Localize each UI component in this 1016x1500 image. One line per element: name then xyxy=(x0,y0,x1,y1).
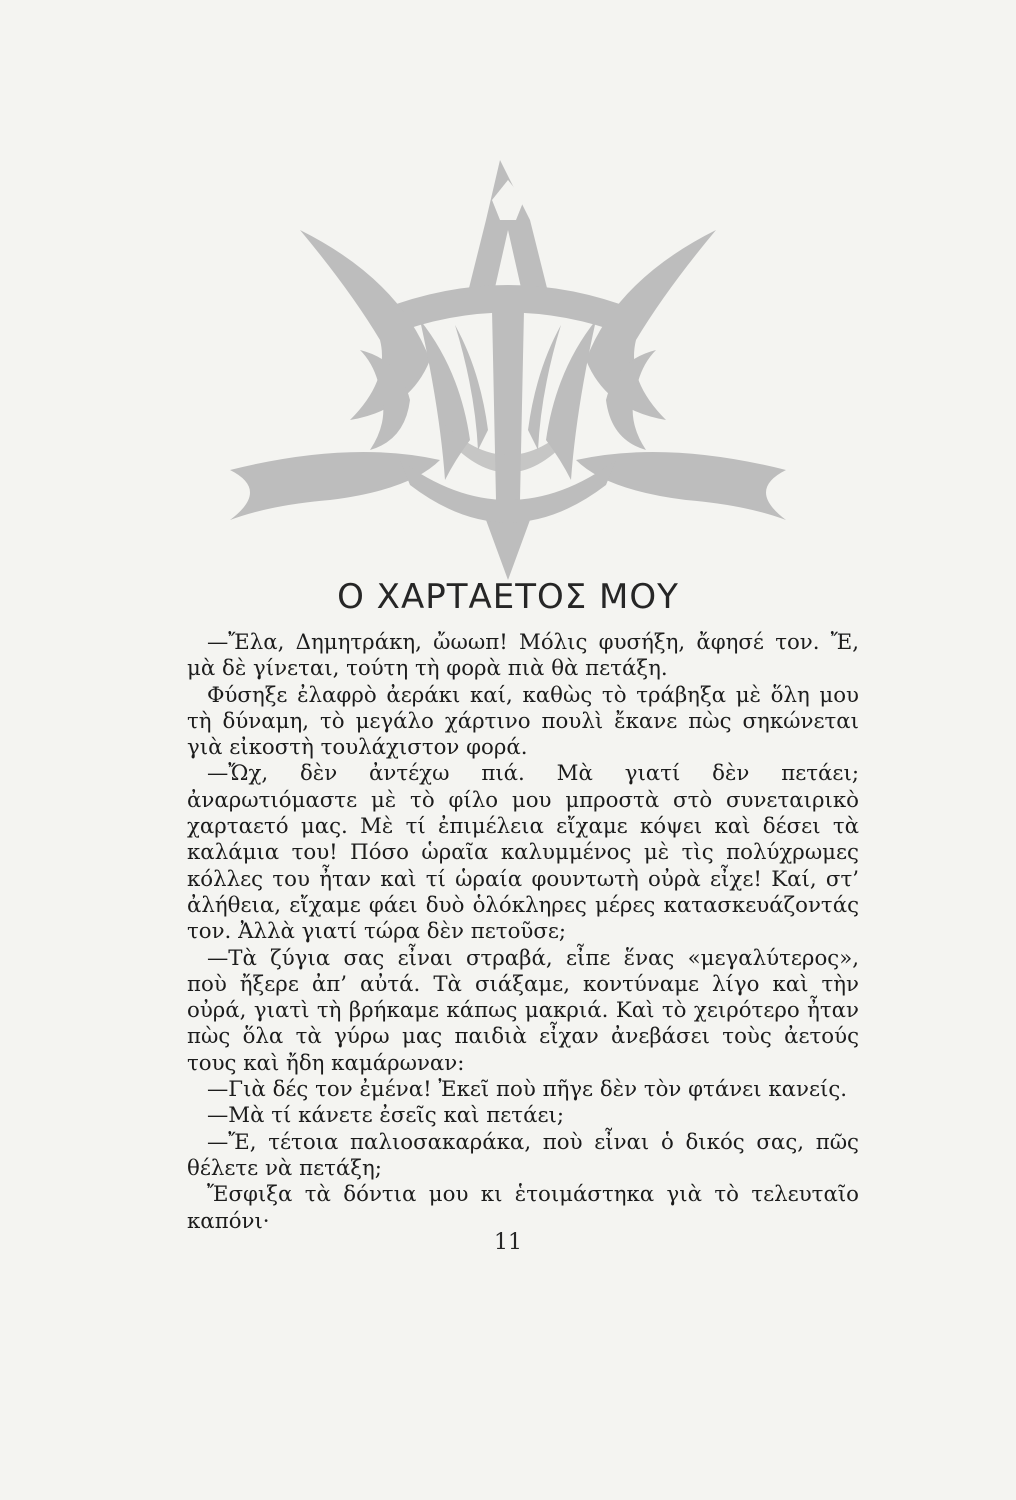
page-number: 11 xyxy=(494,1230,522,1255)
paragraph: Φύσηξε ἐλαφρὸ ἀεράκι καί, καθὼς τὸ τράβηξα μὲ ὅλη μου τὴ δύναμη, τὸ μεγάλο χάρτινο πουλὶ ἔκανε πὼς σηκώνεται γιὰ εἰκοστὴ τουλάχιστον φορά. xyxy=(187,682,859,761)
paragraph: —Τὰ ζύγια σας εἶναι στραβά, εἶπε ἕνας «μεγαλύτερος», ποὺ ἤξερε ἀπ’ αὐτά. Τὰ σιάξαμε, κοντύναμε λίγο καὶ τὴν οὐρά, γιατὶ τὴ βρήκαμε κάπως μακριά. Καὶ τὸ χειρότερο ἦταν πὼς ὅλα τὰ γύρω μας παιδιὰ εἶχαν ἀνεβάσει τοὺς ἀετούς τους καὶ ἤδη καμάρωναν: xyxy=(187,945,859,1076)
paragraph: —Ἔ, τέτοια παλιοσακαράκα, ποὺ εἶναι ὁ δικός σας, πῶς θέλετε νὰ πετάξη; xyxy=(187,1129,859,1181)
paragraph: Ἔσφιξα τὰ δόντια μου κι ἑτοιμάστηκα γιὰ τὸ τελευταῖο καπόνι· xyxy=(187,1182,859,1234)
chapter-body xyxy=(187,630,859,1235)
paragraph: —Γιὰ δές τον ἐμένα! Ἐκεῖ ποὺ πῆγε δὲν τὸν φτάνει κανείς. xyxy=(207,1077,848,1103)
chapter-title: Ο ΧΑΡΤΑΕΤΟΣ ΜΟΥ xyxy=(337,577,679,617)
decorative-floral-ornament-icon xyxy=(230,160,786,580)
paragraph: —Ὤχ, δὲν ἀντέχω πιά. Μὰ γιατί δὲν πετάει; ἀναρωτιόμαστε μὲ τὸ φίλο μου μπροστὰ στὸ συνεταιρικὸ χαρταετό μας. Μὲ τί ἐπιμέλεια εἴχαμε κόψει καὶ δέσει τὰ καλάμια του! Πόσο ὡραῖα καλυμμένος μὲ τὶς πολύχρωμες κόλλες του ἦταν καὶ τί ὡραία φουντωτὴ οὐρὰ εἶχε! Καί, στ’ ἀλήθεια, εἴχαμε φάει δυὸ ὁλόκληρες μέρες κατασκευάζοντάς τον. Ἀλλὰ γιατί τώρα δὲν πετοῦσε; xyxy=(187,761,859,945)
paragraph: —Μὰ τί κάνετε ἐσεῖς καὶ πετάει; xyxy=(207,1103,565,1129)
paragraph: —Ἔλα, Δημητράκη, ὤωωπ! Μόλις φυσήξη, ἄφησέ τον. Ἔ, μὰ δὲ γίνεται, τούτη τὴ φορὰ πιὰ θὰ πετάξη. xyxy=(187,630,859,682)
